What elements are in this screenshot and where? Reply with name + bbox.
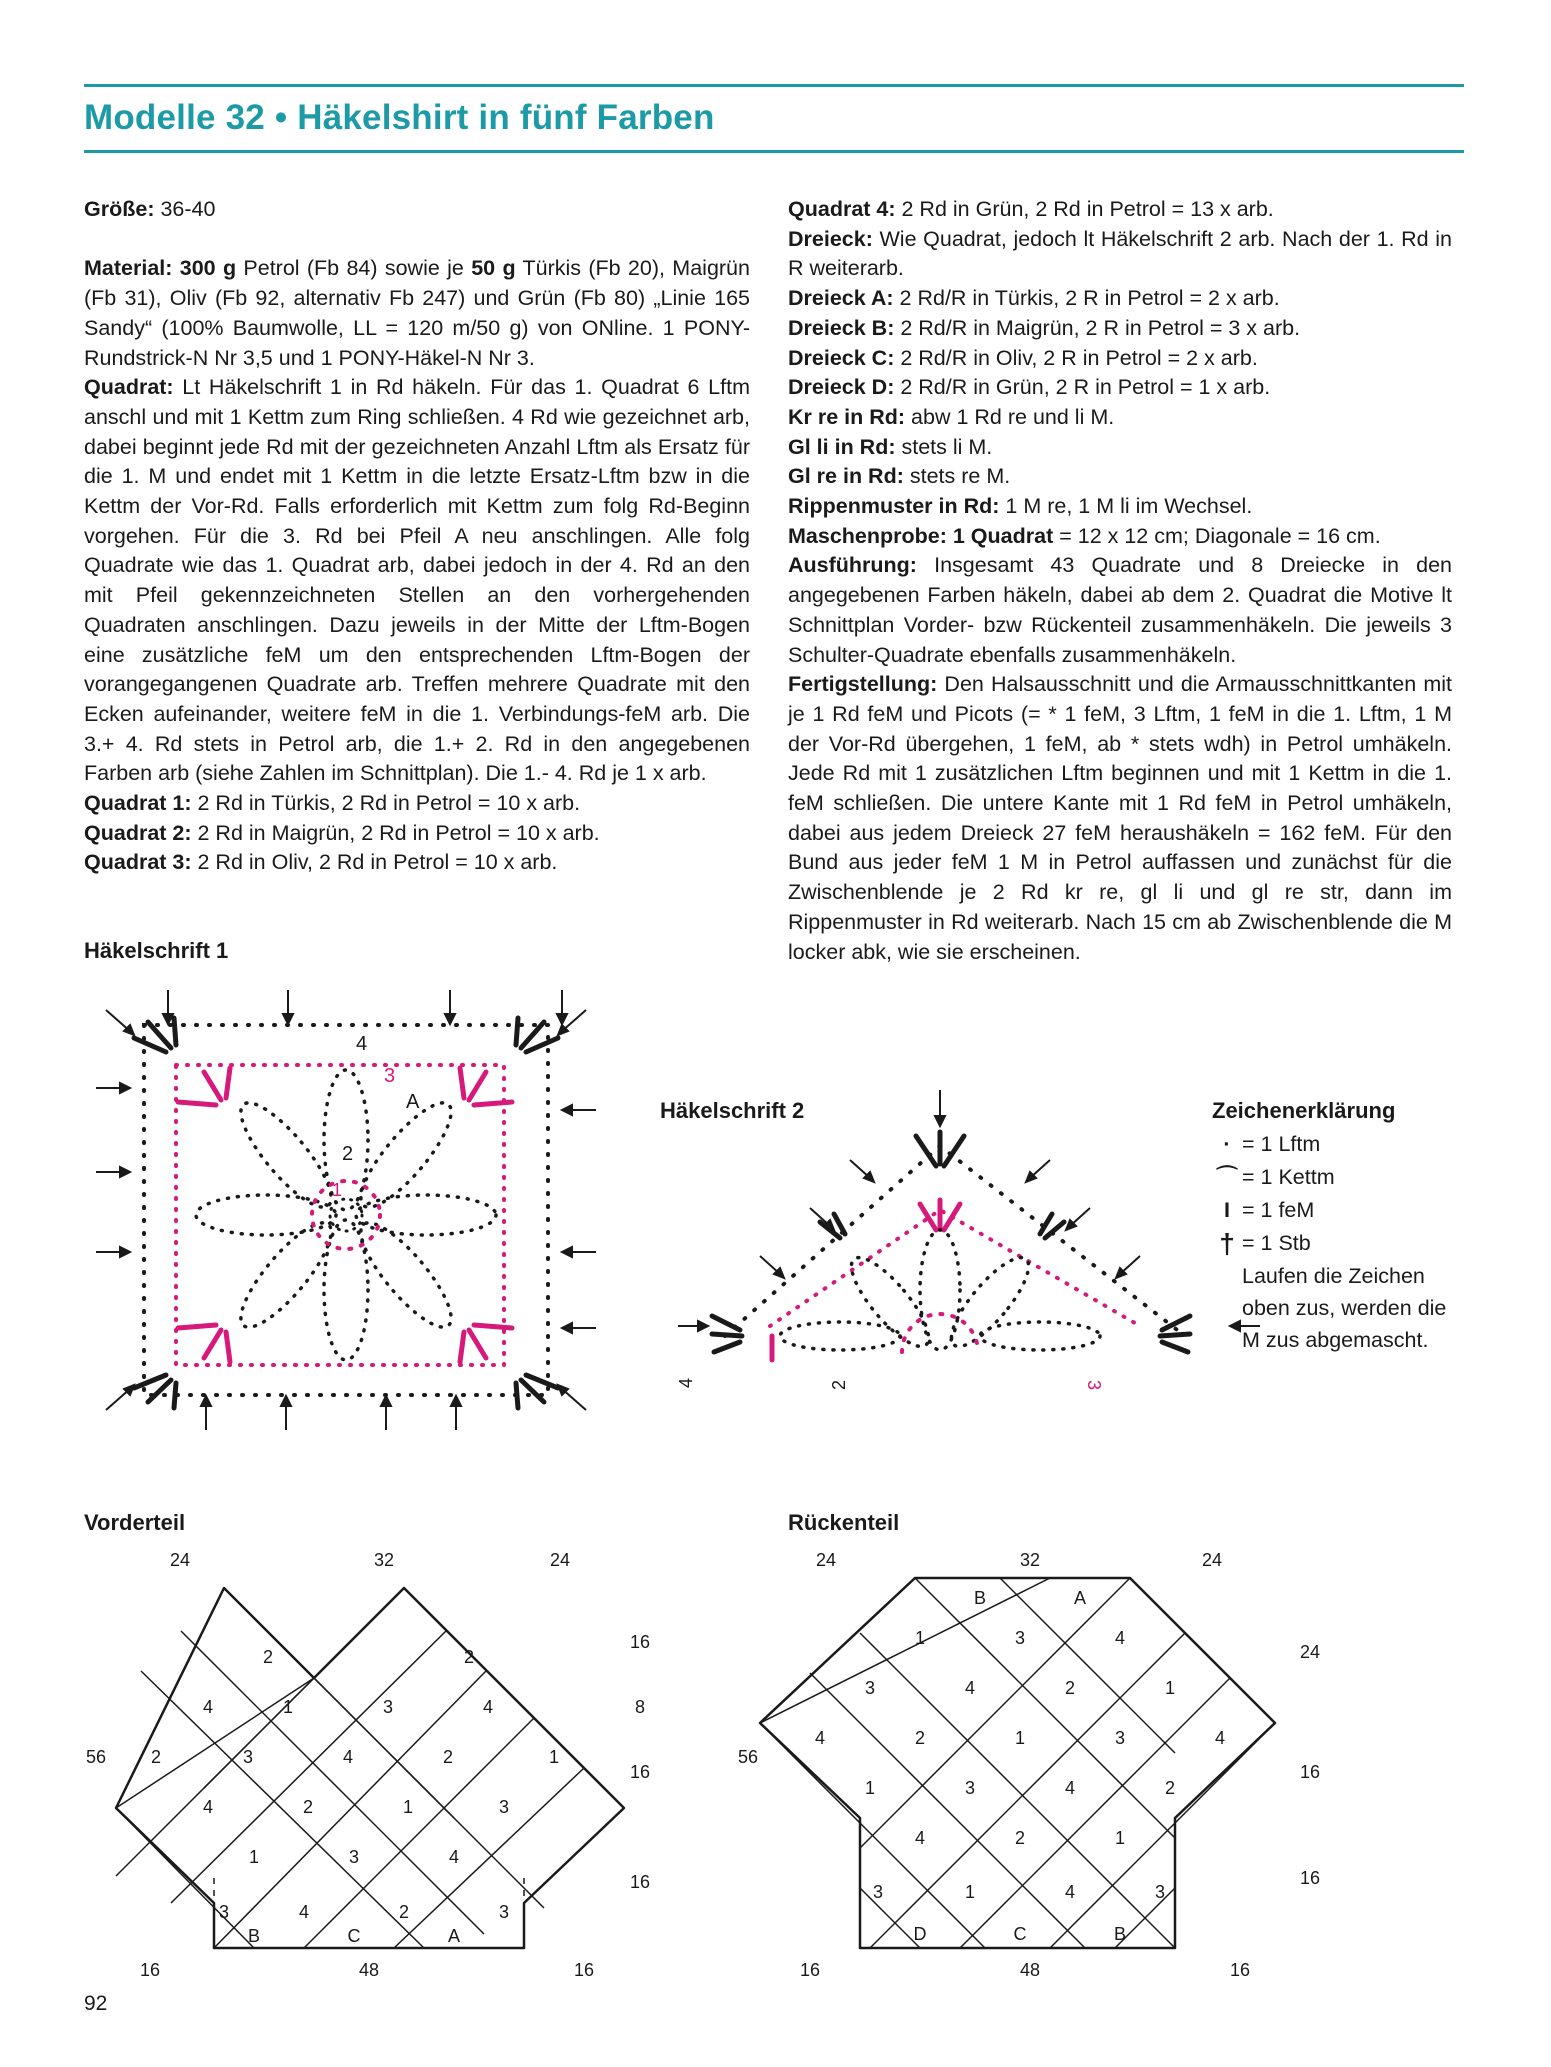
diagram2-petals — [780, 1230, 1100, 1356]
diagram1-label-1: 1 — [332, 1180, 343, 1200]
svg-text:3: 3 — [1114, 1728, 1126, 1748]
reverse-stockinette-paragraph: Gl li in Rd: stets li M. — [788, 434, 993, 459]
diagram1-center-ring — [312, 1181, 380, 1249]
svg-text:4: 4 — [1064, 1778, 1076, 1798]
svg-text:2: 2 — [302, 1797, 314, 1817]
diagram1-petals — [196, 1070, 496, 1360]
diagram2-label-3: 3 — [1084, 1380, 1104, 1391]
header-rule-bottom — [84, 150, 1464, 153]
svg-text:3: 3 — [864, 1678, 876, 1698]
single-crochet-icon: I — [1224, 1198, 1230, 1222]
stockinette-paragraph: Gl re in Rd: stets re M. — [788, 464, 1011, 489]
diagram1-label-3: 3 — [384, 1065, 396, 1087]
diagram2-magenta-clusters — [772, 1200, 960, 1360]
svg-text:2: 2 — [463, 1647, 475, 1667]
back-top-width-left: 24 — [815, 1550, 837, 1570]
svg-text:3: 3 — [348, 1847, 360, 1867]
execution-paragraph: Ausführung: Insgesamt 43 Quadrate und 8 Dreiecke in den angegebenen Farben häkeln, dabei ab dem 2. Quadrat die Motive lt Schnittplan Vorder- bzw Rückenteil zusammenhäkeln. Die jeweils 3 Schulter-Quadrate ebenfalls zusammenhäkeln. — [788, 553, 1452, 667]
back-top-letter-a: A — [1073, 1588, 1087, 1608]
slip-stitch-icon: ⌒ — [1216, 1165, 1238, 1189]
front-right-height-3: 16 — [629, 1762, 651, 1782]
diagram2-title: Häkelschrift 2 — [660, 1098, 805, 1123]
svg-text:2: 2 — [914, 1728, 926, 1748]
svg-text:4: 4 — [342, 1747, 354, 1767]
front-bottom-width-left: 16 — [139, 1960, 161, 1980]
back-left-height: 56 — [737, 1747, 759, 1767]
svg-text:1: 1 — [1014, 1728, 1026, 1748]
square1-paragraph: Quadrat 1: 2 Rd in Türkis, 2 Rd in Petrol = 10 x arb. — [84, 791, 581, 816]
front-title: Vorderteil — [84, 1510, 186, 1535]
svg-text:2: 2 — [442, 1747, 454, 1767]
back-top-width-right: 24 — [1201, 1550, 1223, 1570]
svg-text:2: 2 — [262, 1647, 274, 1667]
triangle-c-paragraph: Dreieck C: 2 Rd/R in Oliv, 2 R in Petrol = 2 x arb. — [788, 345, 1258, 370]
right-text-column — [788, 195, 1452, 967]
svg-text:3: 3 — [872, 1882, 884, 1902]
legend-item: † = 1 Stb — [1212, 1227, 1452, 1260]
gauge-paragraph: Maschenprobe: 1 Quadrat = 12 x 12 cm; Diagonale = 16 cm. — [788, 523, 1381, 548]
front-top-width-left: 24 — [169, 1550, 191, 1570]
svg-text:C: C — [1013, 1924, 1027, 1944]
diagram2-label-2: 2 — [829, 1379, 849, 1390]
svg-text:4: 4 — [202, 1697, 214, 1717]
triangle-paragraph: Dreieck: Wie Quadrat, jedoch lt Häkelschrift 2 arb. Nach der 1. Rd in R weiterarb. — [788, 226, 1452, 281]
svg-text:A: A — [447, 1926, 461, 1946]
legend-item: · = 1 Lftm — [1212, 1128, 1452, 1161]
svg-text:1: 1 — [1114, 1828, 1126, 1848]
diagram1-label-4: 4 — [356, 1033, 368, 1055]
legend-item: I = 1 feM — [1212, 1194, 1452, 1227]
back-right-height-1: 24 — [1299, 1642, 1321, 1662]
back-title: Rückenteil — [788, 1510, 900, 1535]
svg-text:4: 4 — [202, 1797, 214, 1817]
svg-text:1: 1 — [282, 1697, 294, 1717]
svg-text:4: 4 — [914, 1828, 926, 1848]
front-grid — [116, 1588, 584, 1948]
diagram2-clusters — [712, 1132, 1190, 1352]
diagram2-label-4: 4 — [676, 1377, 696, 1388]
back-schematic — [730, 1548, 1410, 1988]
diagram2-outer-row — [725, 1146, 1185, 1336]
svg-text:4: 4 — [482, 1697, 494, 1717]
svg-text:3: 3 — [964, 1778, 976, 1798]
legend-note: Laufen die Zeichen oben zus, werden die M zus abgemascht. — [1242, 1264, 1447, 1352]
svg-text:1: 1 — [402, 1797, 414, 1817]
finishing-paragraph: Fertigstellung: Den Halsausschnitt und die Armausschnittkanten mit je 1 Rd feM und Picots (= * 1 feM, 3 Lftm, 1 feM in die 1. Lftm, 1 M der Vor-Rd übergehen, 1 feM, ab * stets wdh) in Petrol umhäkeln. Jede Rd mit 1 zusätzlichen Lftm beginnen und mit 1 Kettm in die 1. feM schließen. Die untere Kante mit 1 Rd feM in Petrol umhäkeln, dabei aus jedem Dreieck 27 feM heraushäkeln = 162 feM. Für den Bund aus jeder feM 1 M in Petrol auffassen und zunächst für die Zwischenblende je 2 Rd kr re, gl li und gl re str, dann im Rippenmuster in Rd weiterarb. Nach 15 cm ab Zwischenblende die M locker abk, wie sie erscheinen. — [788, 672, 1452, 964]
back-bottom-width-mid: 48 — [1019, 1960, 1041, 1980]
svg-text:4: 4 — [1214, 1728, 1226, 1748]
svg-text:3: 3 — [498, 1902, 510, 1922]
front-top-width-mid: 32 — [373, 1550, 395, 1570]
front-right-height-1: 16 — [629, 1632, 651, 1652]
svg-text:2: 2 — [1164, 1778, 1176, 1798]
diagram1-label-2: 2 — [342, 1143, 354, 1165]
back-bottom-width-right: 16 — [1229, 1960, 1251, 1980]
size-paragraph: Größe: 36-40 — [84, 197, 216, 221]
square2-paragraph: Quadrat 2: 2 Rd in Maigrün, 2 Rd in Petrol = 10 x arb. — [84, 820, 600, 845]
front-left-height: 56 — [85, 1747, 107, 1767]
square-paragraph: Quadrat: Lt Häkelschrift 1 in Rd häkeln. Für das 1. Quadrat 6 Lftm anschl und mit 1 Kettm zum Ring schließen. 4 Rd wie gezeichnet arb, dabei beginnt jede Rd mit der gezeichneten Anzahl Lftm als Ersatz für die 1. M und endet mit 1 Kettm in die letzte Ersatz-Lftm bzw in die Kettm der Vor-Rd. Falls erforderlich mit Kettm zum folg Rd-Beginn vorgehen. Für die 3. Rd bei Pfeil A neu anschlingen. Alle folg Quadrate wie das 1. Quadrat arb, dabei jedoch in der 4. Rd an den mit Pfeil gekennzeichneten Stellen an den vorhergehenden Quadraten anschlingen. Dazu jeweils in der Mitte der Lftm-Bogen eine zusätzliche feM um den entsprechenden Lftm-Bogen der vorangegangenen Quadrate arb. Treffen mehrere Quadrate mit den Ecken aufeinander, weitere feM in die 1. Verbindungs-feM arb. Die 3.+ 4. Rd stets in Petrol arb, die 1.+ 2. Rd in den angegebenen Farben arb (siehe Zahlen im Schnittplan). Die 1.- 4. Rd je 1 x arb. — [84, 375, 750, 786]
diagram1-magenta-ring — [176, 1065, 504, 1365]
diagram1-label-A: A — [406, 1091, 420, 1113]
legend — [1212, 1128, 1452, 1356]
front-bottom-width-mid: 48 — [358, 1960, 380, 1980]
svg-text:1: 1 — [964, 1882, 976, 1902]
svg-text:3: 3 — [242, 1747, 254, 1767]
svg-text:4: 4 — [1064, 1882, 1076, 1902]
svg-text:D: D — [913, 1924, 927, 1944]
svg-text:B: B — [1113, 1924, 1127, 1944]
svg-text:2: 2 — [1064, 1678, 1076, 1698]
page-title: Modelle 32 • Häkelshirt in fünf Farben — [84, 98, 715, 137]
front-schematic — [84, 1548, 764, 1988]
page-number: 92 — [84, 1992, 108, 2015]
legend-item: ⌒ = 1 Kettm — [1212, 1161, 1452, 1194]
svg-text:1: 1 — [548, 1747, 560, 1767]
svg-text:1: 1 — [914, 1628, 926, 1648]
front-right-height-2: 8 — [634, 1697, 646, 1717]
svg-text:C: C — [347, 1926, 361, 1946]
material-paragraph: Material: 300 g Petrol (Fb 84) sowie je 50 g Türkis (Fb 20), Maigrün (Fb 31), Oliv (Fb 92, alternativ Fb 247) und Grün (Fb 80) „Linie 165 Sandy“ (100% Baumwolle, LL = 120 m/50 g) von ONline. 1 PONY-Rundstrick-N Nr 3,5 und 1 PONY-Häkel-N Nr 3. — [84, 256, 750, 370]
svg-text:3: 3 — [1154, 1882, 1166, 1902]
back-right-height-2: 16 — [1299, 1762, 1321, 1782]
diagram2-center-ring — [902, 1314, 978, 1352]
svg-text:4: 4 — [964, 1678, 976, 1698]
front-bottom-width-right: 16 — [573, 1960, 595, 1980]
svg-text:1: 1 — [864, 1778, 876, 1798]
svg-text:3: 3 — [1014, 1628, 1026, 1648]
back-bottom-width-left: 16 — [799, 1960, 821, 1980]
triangle-b-paragraph: Dreieck B: 2 Rd/R in Maigrün, 2 R in Petrol = 3 x arb. — [788, 315, 1301, 340]
svg-text:B: B — [247, 1926, 261, 1946]
svg-text:1: 1 — [1164, 1678, 1176, 1698]
svg-text:4: 4 — [298, 1902, 310, 1922]
legend-title: Zeichenerklärung — [1212, 1098, 1396, 1123]
svg-text:3: 3 — [382, 1697, 394, 1717]
svg-text:3: 3 — [498, 1797, 510, 1817]
front-measurements — [86, 1550, 650, 1980]
crochet-diagram-1 — [96, 990, 596, 1430]
back-top-letter-b: B — [973, 1588, 987, 1608]
svg-text:2: 2 — [1014, 1828, 1026, 1848]
svg-text:4: 4 — [448, 1847, 460, 1867]
triangle-a-paragraph: Dreieck A: 2 Rd/R in Türkis, 2 R in Petrol = 2 x arb. — [788, 286, 1280, 311]
square3-paragraph: Quadrat 3: 2 Rd in Oliv, 2 Rd in Petrol = 10 x arb. — [84, 850, 558, 875]
rib-pattern-paragraph: Rippenmuster in Rd: 1 M re, 1 M li im Wechsel. — [788, 494, 1253, 519]
diagram1-arrows — [96, 990, 596, 1430]
diagram1-outer-ring — [144, 1025, 548, 1395]
diagram1-magenta-clusters — [178, 1068, 512, 1362]
diagram1-title: Häkelschrift 1 — [84, 938, 229, 963]
back-right-height-3: 16 — [1299, 1868, 1321, 1888]
front-right-height-4: 16 — [629, 1872, 651, 1892]
double-crochet-icon: † — [1219, 1228, 1235, 1259]
crochet-diagram-2 — [640, 1090, 1260, 1410]
left-text-column — [84, 195, 750, 878]
svg-text:4: 4 — [814, 1728, 826, 1748]
dot-icon: · — [1223, 1132, 1231, 1156]
square4-paragraph: Quadrat 4: 2 Rd in Grün, 2 Rd in Petrol = 13 x arb. — [788, 197, 1274, 221]
diagram2-arrows — [678, 1090, 1260, 1331]
header-rule-top — [84, 84, 1464, 87]
svg-text:3: 3 — [218, 1902, 230, 1922]
svg-text:4: 4 — [1114, 1628, 1126, 1648]
svg-text:2: 2 — [398, 1902, 410, 1922]
svg-text:2: 2 — [150, 1747, 162, 1767]
rib-knit-paragraph: Kr re in Rd: abw 1 Rd re und li M. — [788, 404, 1115, 429]
svg-text:1: 1 — [248, 1847, 260, 1867]
back-top-width-mid: 32 — [1019, 1550, 1041, 1570]
back-cells — [815, 1628, 1225, 1944]
front-top-width-right: 24 — [549, 1550, 571, 1570]
triangle-d-paragraph: Dreieck D: 2 Rd/R in Grün, 2 R in Petrol = 1 x arb. — [788, 375, 1271, 400]
